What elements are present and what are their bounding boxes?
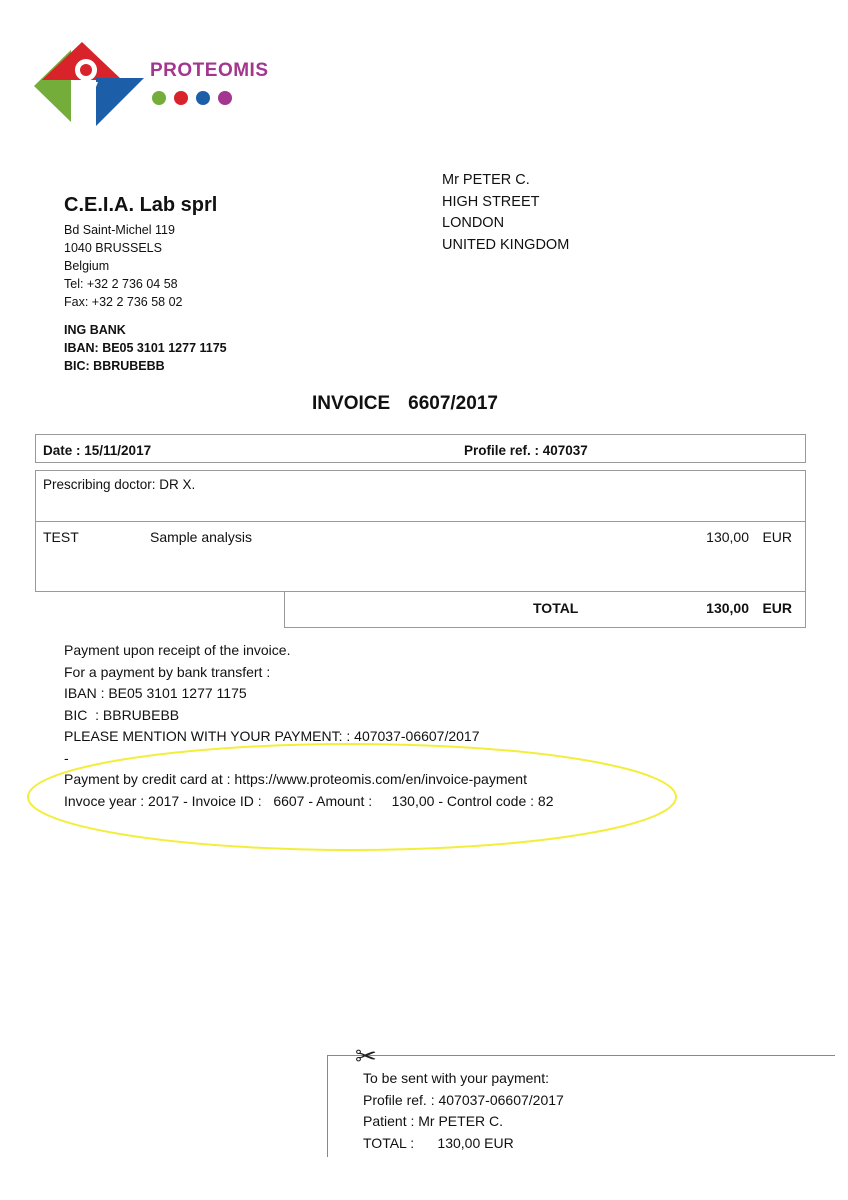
invoice-date: Date : 15/11/2017 bbox=[43, 443, 152, 458]
red-dot-icon bbox=[174, 91, 188, 105]
address-line: Tel: +32 2 736 04 58 bbox=[64, 277, 178, 291]
sender-address bbox=[64, 221, 183, 311]
green-dot-icon bbox=[152, 91, 166, 105]
proteomis-logo-icon bbox=[34, 42, 144, 126]
address-line: 1040 BRUSSELS bbox=[64, 241, 162, 255]
item-currency: EUR bbox=[762, 529, 792, 545]
slip-line: Patient : Mr PETER C. bbox=[363, 1113, 504, 1129]
payment-line: BIC : BBRUBEBB bbox=[64, 706, 180, 723]
payment-line: PLEASE MENTION WITH YOUR PAYMENT: : 407037-06607/2017 bbox=[64, 728, 480, 744]
brand-dots bbox=[152, 91, 232, 105]
recipient-line: Mr PETER C. bbox=[442, 172, 530, 188]
slip-line: TOTAL : 130,00 EUR bbox=[363, 1134, 514, 1151]
magenta-dot-icon bbox=[218, 91, 232, 105]
blue-dot-icon bbox=[196, 91, 210, 105]
bank-line: BIC: BBRUBEBB bbox=[64, 359, 165, 373]
total-currency: EUR bbox=[762, 600, 792, 616]
bank-line: IBAN: BE05 3101 1277 1175 bbox=[64, 341, 227, 355]
slip-line: Profile ref. : 407037-06607/2017 bbox=[363, 1091, 564, 1108]
payment-slip bbox=[363, 1068, 564, 1154]
item-code: TEST bbox=[43, 529, 79, 545]
invoice-number: 6607/2017 bbox=[408, 393, 498, 414]
payment-line: IBAN : BE05 3101 1277 1175 bbox=[64, 685, 247, 701]
total-label: TOTAL bbox=[533, 600, 579, 616]
address-line: Belgium bbox=[64, 259, 110, 273]
recipient-line: LONDON bbox=[442, 215, 505, 231]
item-amount: 130,00 bbox=[706, 529, 749, 545]
payment-line: Invoce year : 2017 - Invoice ID : 6607 - Amount : 130,00 - Control code : 82 bbox=[64, 792, 554, 809]
scissors-icon: ✂ bbox=[355, 1041, 377, 1071]
slip-cut-line bbox=[327, 1055, 835, 1056]
total-amount: 130,00 bbox=[706, 600, 749, 616]
total-box bbox=[284, 591, 806, 628]
slip-border-left bbox=[327, 1055, 328, 1157]
prescribing-doctor: Prescribing doctor: DR X. bbox=[43, 477, 196, 492]
slip-line: To be sent with your payment: bbox=[363, 1070, 549, 1086]
item-description: Sample analysis bbox=[150, 529, 252, 545]
invoice-title bbox=[0, 393, 810, 415]
sender-company: C.E.I.A. Lab sprl bbox=[64, 194, 218, 216]
address-line: Fax: +32 2 736 58 02 bbox=[64, 295, 183, 309]
recipient-line: HIGH STREET bbox=[442, 193, 540, 210]
address-line: Bd Saint-Michel 119 bbox=[64, 223, 175, 237]
invoice-header-box bbox=[35, 434, 806, 463]
payment-instructions bbox=[64, 640, 554, 812]
divider bbox=[36, 521, 805, 522]
invoice-label: INVOICE bbox=[312, 393, 391, 414]
bank-details bbox=[64, 321, 227, 375]
payment-line: For a payment by bank transfert : bbox=[64, 663, 271, 680]
invoice-items-box bbox=[35, 470, 806, 592]
recipient-line: UNITED KINGDOM bbox=[442, 236, 570, 253]
payment-line: Payment by credit card at : https://www.proteomis.com/en/invoice-payment bbox=[64, 771, 527, 787]
payment-line: - bbox=[64, 749, 69, 766]
bank-line: ING BANK bbox=[64, 323, 126, 337]
recipient-address bbox=[442, 170, 569, 256]
payment-line: Payment upon receipt of the invoice. bbox=[64, 642, 291, 658]
profile-ref: Profile ref. : 407037 bbox=[464, 443, 588, 458]
brand-name: PROTEOMIS bbox=[150, 60, 269, 81]
